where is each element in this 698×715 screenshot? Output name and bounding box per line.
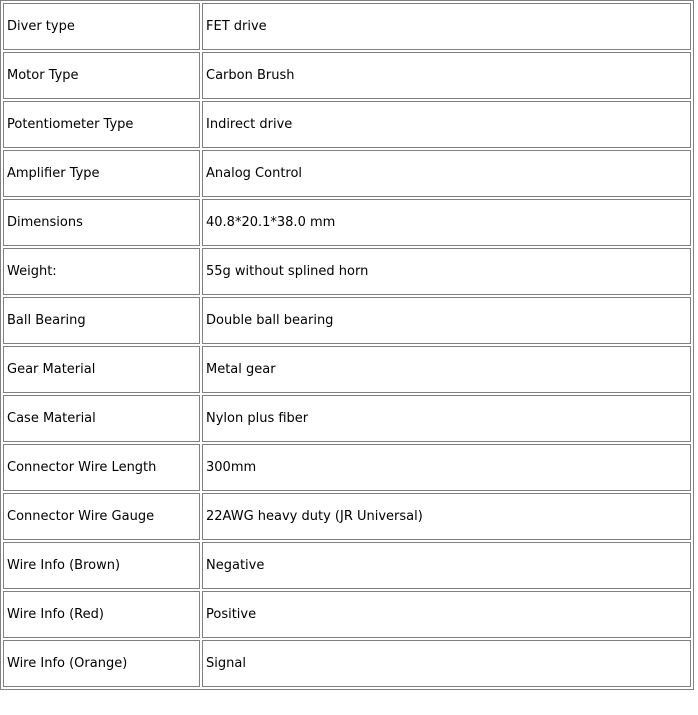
- table-row: [3, 591, 691, 638]
- spec-value: Double ball bearing: [202, 297, 691, 344]
- spec-label: Dimensions: [3, 199, 200, 246]
- table-row: [3, 346, 691, 393]
- spec-value: Metal gear: [202, 346, 691, 393]
- spec-label: Wire Info (Brown): [3, 542, 200, 589]
- spec-value: 22AWG heavy duty (JR Universal): [202, 493, 691, 540]
- table-row: [3, 150, 691, 197]
- spec-value: Negative: [202, 542, 691, 589]
- spec-label: Diver type: [3, 3, 200, 50]
- spec-label: Wire Info (Red): [3, 591, 200, 638]
- table-row: [3, 493, 691, 540]
- table-row: [3, 542, 691, 589]
- spec-label: Amplifier Type: [3, 150, 200, 197]
- spec-value: Signal: [202, 640, 691, 687]
- table-row: [3, 444, 691, 491]
- spec-label: Connector Wire Length: [3, 444, 200, 491]
- spec-value: FET drive: [202, 3, 691, 50]
- spec-label: Weight:: [3, 248, 200, 295]
- table-row: [3, 395, 691, 442]
- table-row: [3, 297, 691, 344]
- table-row: [3, 101, 691, 148]
- spec-value: Analog Control: [202, 150, 691, 197]
- table-row: [3, 640, 691, 687]
- spec-value: 300mm: [202, 444, 691, 491]
- spec-value: Positive: [202, 591, 691, 638]
- table-row: [3, 3, 691, 50]
- spec-value: Indirect drive: [202, 101, 691, 148]
- table-row: [3, 248, 691, 295]
- spec-label: Potentiometer Type: [3, 101, 200, 148]
- spec-label: Wire Info (Orange): [3, 640, 200, 687]
- table-row: [3, 52, 691, 99]
- spec-value: 40.8*20.1*38.0 mm: [202, 199, 691, 246]
- spec-label: Connector Wire Gauge: [3, 493, 200, 540]
- spec-value: Carbon Brush: [202, 52, 691, 99]
- spec-label: Ball Bearing: [3, 297, 200, 344]
- spec-value: 55g without splined horn: [202, 248, 691, 295]
- spec-label: Case Material: [3, 395, 200, 442]
- spec-value: Nylon plus fiber: [202, 395, 691, 442]
- spec-label: Gear Material: [3, 346, 200, 393]
- spec-label: Motor Type: [3, 52, 200, 99]
- table-row: [3, 199, 691, 246]
